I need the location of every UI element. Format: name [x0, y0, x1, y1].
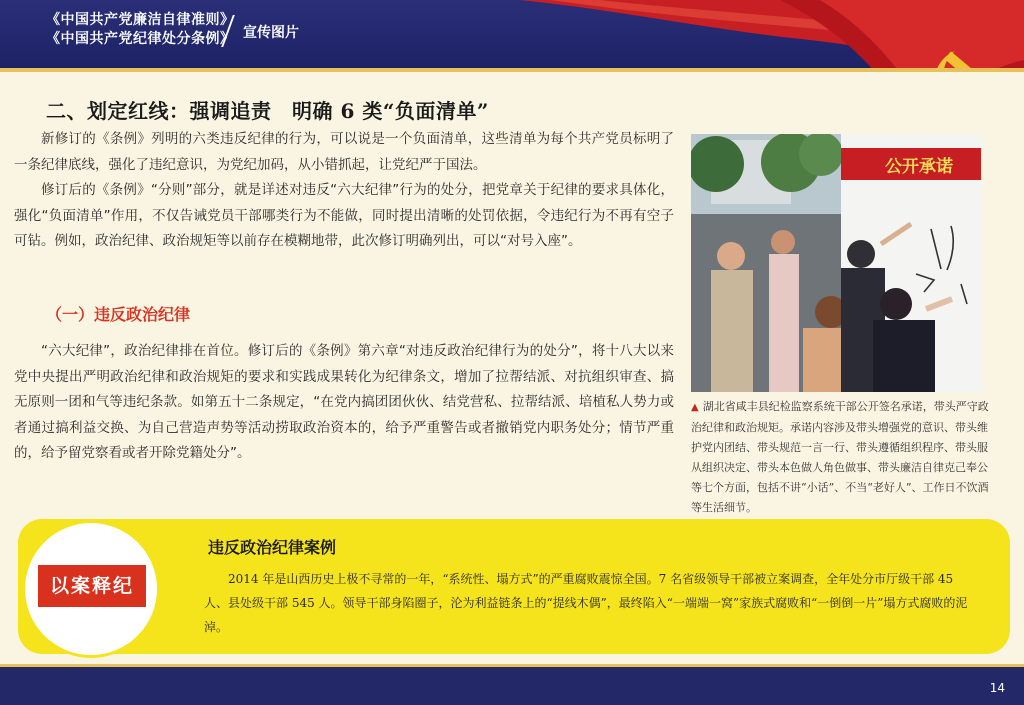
footer-bar	[0, 664, 1024, 705]
header-title-line-1: 《中国共产党廉洁自律准则》	[46, 12, 235, 28]
subsection-title: （一）违反政治纪律	[46, 305, 191, 324]
triangle-icon: ▲	[691, 402, 699, 413]
header-title-line-2: 《中国共产党纪律处分条例》	[46, 31, 235, 47]
section-paragraph-1: 新修订的《条例》列明的六类违反纪律的行为，可以说是一个负面清单，这些清单为每个共产党员标明了一条纪律底线，强化了违纪意识，为党纪加码，从小错抓起，让党纪严于国法。	[14, 131, 674, 173]
section-title: 二、划定红线：强调追责 明确 6 类“负面清单”	[46, 99, 489, 123]
photo-caption-text: 湖北省咸丰县纪检监察系统干部公开签名承诺，带头严守政治纪律和政治规矩。承诺内容涉及带头增强党的意识、带头维护党内团结、带头规范一言一行、带头遵循组织程序、带头服从组织决定、带头本色做人角色做事、带头廉洁自律克己奉公等七个方面，包括不讲“小话”、不当“老好人”、工作日不饮酒等生活细节。	[691, 400, 989, 514]
photo-banner-text: 公开承诺	[885, 157, 953, 177]
header-titles	[46, 11, 235, 49]
page-number: 14	[989, 681, 1005, 695]
case-badge: 以案释纪	[38, 565, 146, 607]
header-bar	[0, 0, 1024, 68]
case-title: 违反政治纪律案例	[208, 538, 337, 557]
party-flag-emblem	[480, 0, 1024, 68]
subsection-paragraph: “六大纪律”，政治纪律排在首位。修订后的《条例》第六章“对违反政治纪律行为的处分”，将十八大以来党中央提出严明政治纪律和政治规矩的要求和实践成果转化为纪律条文，增加了拉帮结派、对抗组织审查、搞无原则一团和气等违纪条款。如第五十二条规定，“在党内搞团团伙伙、结党营私、拉帮结派、培植私人势力或者通过搞利益交换、为自己营造声势等活动捞取政治资本的，给予严重警告或者撤销党内职务处分；情节严重的，给予留党察看或者开除党籍处分”。	[14, 343, 674, 461]
photo-caption	[691, 397, 991, 518]
header-tag: 宣传图片	[243, 25, 299, 41]
case-text: 2014 年是山西历史上极不寻常的一年，“系统性、塌方式”的严重腐败震惊全国。7 名省级领导干部被立案调查，全年处分市厅级干部 45 人、县处级干部 545 人。领导干部身陷圈子，沦为利益链条上的“提线木偶”，最终陷入“一端端一窝”家族式腐败和“一倒倒一片”塌方式腐败的泥淖。	[204, 572, 968, 634]
signing-photo	[691, 134, 981, 392]
section-paragraph-2: 修订后的《条例》“分则”部分，就是详述对违反“六大纪律”行为的处分，把党章关于纪律的要求具体化，强化“负面清单”作用，不仅告诫党员干部哪类行为不能做，同时提出清晰的处罚依据，令违纪行为不再有空子可钻。例如，政治纪律、政治规矩等以前存在模糊地带，此次修订明确列出，可以“对号入座”。	[14, 182, 674, 249]
header-gold-stripe	[0, 68, 1024, 72]
